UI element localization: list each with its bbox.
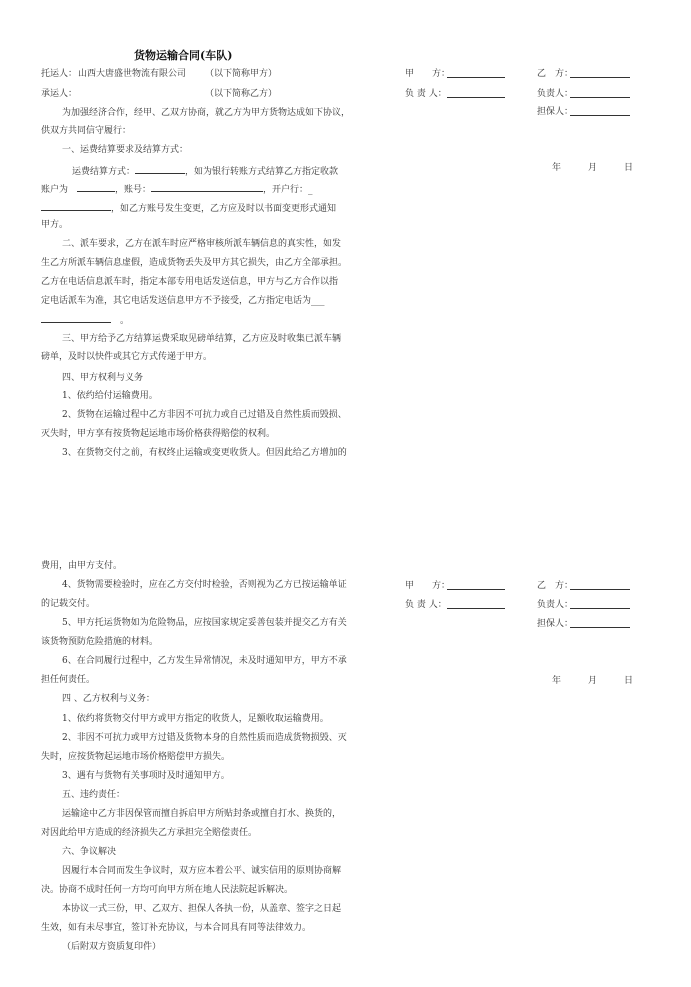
section-1-heading: 一、运费结算要求及结算方式： — [62, 145, 189, 155]
carrier-alias: （以下简称乙方） — [205, 89, 278, 99]
page2-line: 的记载交付。 — [41, 599, 96, 609]
sign-party-a: 甲 方： — [405, 69, 451, 79]
guarantor-blank — [570, 618, 630, 628]
party-a-blank — [447, 68, 505, 78]
page2-line: 六、争议解决 — [62, 847, 117, 857]
page2-line: 6、在合同履行过程中，乙方发生异常情况，未及时通知甲方，甲方不承 — [62, 656, 347, 666]
section-3-line: 磅单，及时以快件或其它方式传递于甲方。 — [41, 352, 213, 362]
contract-title: 货物运输合同(车队) — [134, 49, 233, 62]
page2-line: 五、违约责任： — [62, 790, 126, 800]
party-b-blank — [570, 580, 630, 590]
page2-line: 失时，应按货物起运地市场价格赔偿甲方损失。 — [41, 752, 231, 762]
page2-line: 费用，由甲方支付。 — [41, 561, 123, 571]
section-2-line: 定电话派车为准，其它电话发送信息甲方不予接受，乙方指定电话为___ — [41, 296, 325, 306]
section-2-line: 生乙方所派车辆信息虚假，造成货物丢失及甲方其它损失，由乙方全部承担。 — [41, 258, 348, 268]
page2-line: 决。协商不成时任何一方均可向甲方所在地人民法院起诉解决。 — [41, 885, 294, 895]
party-b-blank — [570, 68, 630, 78]
party-a-blank — [447, 580, 505, 590]
section-4-item: 3、在货物交付之前，有权终止运输或变更收货人。但因此给乙方增加的 — [62, 448, 347, 458]
sign-guarantor: 担保人： — [537, 619, 574, 629]
rep-b-blank — [570, 88, 630, 98]
page2-line: 2、非因不可抗力或甲方过错及货物本身的自然性质而造成货物损毁、灭 — [62, 733, 347, 743]
page2-line: 1、依约将货物交付甲方或甲方指定的收货人，足额收取运输费用。 — [62, 714, 329, 724]
page2-line: 3、遇有与货物有关事项时及时通知甲方。 — [62, 771, 230, 781]
shipper-label: 托运人： — [41, 69, 78, 79]
sign-guarantor: 担保人： — [537, 107, 574, 117]
intro-line-2: 供双方共同信守履行： — [41, 126, 132, 136]
guarantor-blank — [570, 106, 630, 116]
sign-rep-a: 负 责 人： — [405, 600, 447, 610]
page2-line: 四 、乙方权利与义务： — [62, 694, 155, 704]
shipper-alias: （以下简称甲方） — [205, 69, 278, 79]
page2-line: 5、甲方托运货物如为危险物品，应按国家规定妥善包装并提交乙方有关 — [62, 618, 347, 628]
rep-b-blank — [570, 599, 630, 609]
page2-line: 运输途中乙方非因保管而擅自拆启甲方所贴封条或擅自打水、换货的， — [62, 809, 342, 819]
sign-party-b: 乙 方： — [537, 581, 574, 591]
section-4-item: 1、依约给付运输费用。 — [62, 391, 158, 401]
section-4-item: 灭失时，甲方享有按货物起运地市场价格获得赔偿的权利。 — [41, 429, 276, 439]
sign-rep-b: 负责人： — [537, 600, 574, 610]
sign-party-a: 甲 方： — [405, 581, 451, 591]
sign-date: 年 月 日 — [552, 163, 634, 173]
section-1-text: 甲方。 — [41, 220, 69, 230]
page2-line: 担任何责任。 — [41, 675, 96, 685]
page2-line: 本协议一式三份，甲、乙双方、担保人各执一份，从盖章、签字之日起 — [62, 904, 342, 914]
sign-party-b: 乙 方： — [537, 69, 574, 79]
section-2-line: 。 — [41, 313, 129, 327]
page2-line: （后附双方资质复印件） — [62, 942, 162, 952]
page2-line: 该货物预防危险措施的材料。 — [41, 637, 159, 647]
section-3-line: 三、甲方给予乙方结算运费采取见磅单结算，乙方应及时收集已派车辆 — [62, 334, 342, 344]
section-1-text: ，如乙方账号发生变更，乙方应及时以书面变更形式通知 — [41, 201, 336, 215]
section-4-heading: 四、甲方权利与义务 — [62, 373, 144, 383]
account-number-blank — [151, 182, 263, 192]
intro-line-1: 为加强经济合作，经甲、乙双方协商，就乙方为甲方货物达成如下协议， — [62, 108, 351, 118]
bank-blank — [41, 201, 111, 211]
section-2-line: 二、派车要求，乙方在派车时应严格审核所派车辆信息的真实性，如发 — [62, 239, 342, 249]
section-4-item: 2、货物在运输过程中乙方非因不可抗力或自己过错及自然性质而毁损、 — [62, 410, 347, 420]
page2-line: 生效，如有未尽事宜，签订补充协议，与本合同具有同等法律效力。 — [41, 923, 312, 933]
section-2-line: 乙方在电话信息派车时，指定本部专用电话发送信息，甲方与乙方合作以指 — [41, 277, 339, 287]
section-1-text: 运费结算方式： ，如为银行转账方式结算乙方指定收款 — [72, 164, 338, 178]
account-name-blank — [77, 182, 115, 192]
shipper-name: 山西大唐盛世物流有限公司 — [78, 69, 187, 79]
sign-date: 年 月 日 — [552, 676, 634, 686]
page2-line: 4、货物需要检验时，应在乙方交付时检验，否则视为乙方已按运输单证 — [62, 580, 347, 590]
phone-blank — [41, 313, 111, 323]
payment-method-blank — [135, 164, 185, 174]
rep-a-blank — [447, 88, 505, 98]
rep-a-blank — [447, 599, 505, 609]
sign-rep-a: 负 责 人： — [405, 89, 447, 99]
carrier-label: 承运人： — [41, 89, 78, 99]
section-1-text: 账户为 ，账号： ，开户行：_ — [41, 182, 313, 196]
sign-rep-b: 负责人： — [537, 89, 574, 99]
page2-line: 因履行本合同而发生争议时，双方应本着公平、诚实信用的原则协商解 — [62, 866, 342, 876]
page2-line: 对因此给甲方造成的经济损失乙方承担完全赔偿责任。 — [41, 828, 258, 838]
